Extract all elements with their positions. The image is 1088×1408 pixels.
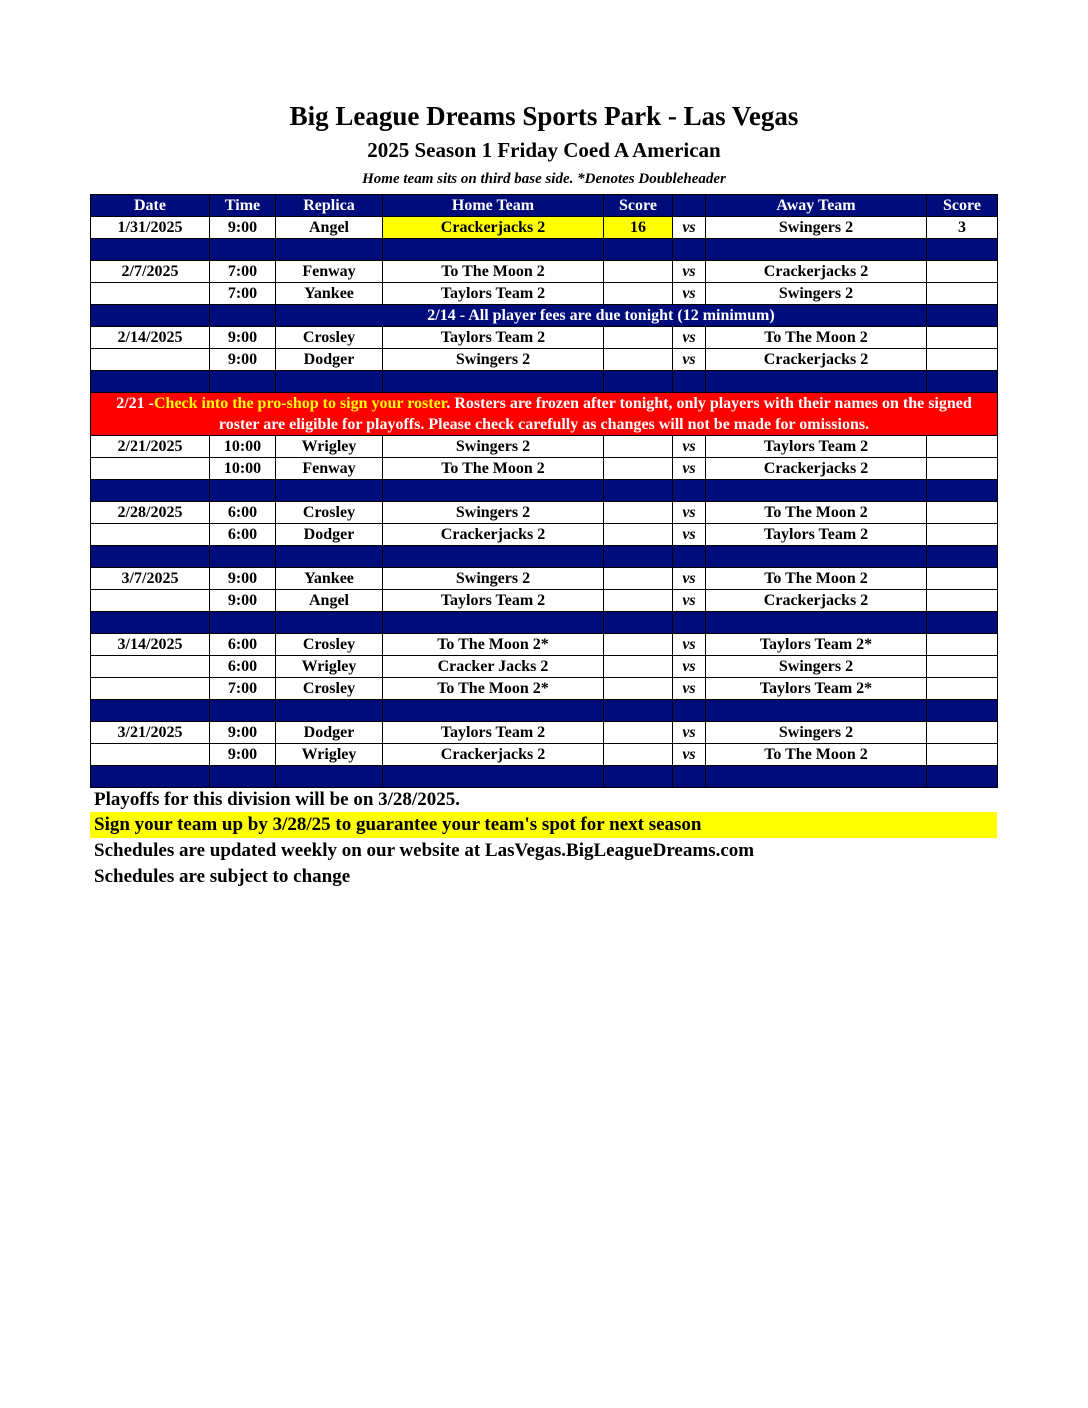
home-score [604, 678, 673, 700]
column-header-home-score: Score [604, 195, 673, 217]
away-team: Taylors Team 2 [706, 436, 927, 458]
vs-label: vs [673, 568, 706, 590]
spacer-cell [91, 612, 210, 634]
game-row [91, 283, 998, 305]
spacer-cell [604, 546, 673, 568]
game-row [91, 349, 998, 371]
vs-label: vs [673, 656, 706, 678]
game-time: 7:00 [210, 678, 276, 700]
announcement-row [91, 305, 998, 327]
home-team: To The Moon 2* [383, 634, 604, 656]
spacer-cell [276, 239, 383, 261]
game-time: 7:00 [210, 283, 276, 305]
spacer-cell [210, 700, 276, 722]
game-time: 6:00 [210, 656, 276, 678]
spacer-cell [673, 766, 706, 788]
away-team: Swingers 2 [706, 217, 927, 239]
spacer-cell [673, 371, 706, 393]
spacer-row [91, 612, 998, 634]
announcement-text: 2/14 - All player fees are due tonight (12 minimum) [276, 305, 927, 327]
spacer-row [91, 239, 998, 261]
column-header-away-score: Score [927, 195, 998, 217]
home-team: To The Moon 2* [383, 678, 604, 700]
away-score [927, 722, 998, 744]
spacer-cell [706, 239, 927, 261]
home-team: To The Moon 2 [383, 261, 604, 283]
spacer-row [91, 480, 998, 502]
home-score [604, 590, 673, 612]
game-date: 2/21/2025 [91, 436, 210, 458]
game-time: 9:00 [210, 744, 276, 766]
away-score [927, 502, 998, 524]
change-note: Schedules are subject to change [94, 866, 351, 887]
game-time: 9:00 [210, 327, 276, 349]
spacer-cell [673, 612, 706, 634]
alert-highlight: Check into the pro-shop to sign your roster [154, 395, 447, 412]
home-team: Swingers 2 [383, 568, 604, 590]
game-date: 3/21/2025 [91, 722, 210, 744]
schedule-table [90, 194, 998, 788]
away-team: To The Moon 2 [706, 502, 927, 524]
spacer-cell [383, 480, 604, 502]
spacer-cell [604, 480, 673, 502]
home-score [604, 436, 673, 458]
column-header-date: Date [91, 195, 210, 217]
spacer-cell [91, 480, 210, 502]
page-title: Big League Dreams Sports Park - Las Vegas [289, 101, 799, 131]
field-name: Wrigley [276, 744, 383, 766]
home-score [604, 744, 673, 766]
spacer-cell [210, 239, 276, 261]
game-date [91, 524, 210, 546]
alert-rest: . Rosters are frozen after tonight, only players with their names on the signed roster are eligible for playoffs. Please check carefully as changes will not be made for omissions. [218, 395, 972, 433]
home-score [604, 502, 673, 524]
game-date [91, 656, 210, 678]
home-score: 16 [604, 217, 673, 239]
game-row [91, 568, 998, 590]
field-name: Wrigley [276, 436, 383, 458]
game-date: 2/28/2025 [91, 502, 210, 524]
game-row [91, 656, 998, 678]
game-row [91, 436, 998, 458]
alert-text [91, 393, 998, 436]
game-date: 1/31/2025 [91, 217, 210, 239]
away-team: To The Moon 2 [706, 327, 927, 349]
away-team: Crackerjacks 2 [706, 590, 927, 612]
home-score [604, 524, 673, 546]
game-date: 3/14/2025 [91, 634, 210, 656]
spacer-cell [383, 766, 604, 788]
spacer-cell [927, 480, 998, 502]
vs-label: vs [673, 744, 706, 766]
vs-label: vs [673, 436, 706, 458]
home-team: Taylors Team 2 [383, 283, 604, 305]
away-team: Crackerjacks 2 [706, 261, 927, 283]
home-team: Swingers 2 [383, 349, 604, 371]
away-team: Swingers 2 [706, 283, 927, 305]
schedule-note: Home team sits on third base side. *Denotes Doubleheader [362, 171, 726, 187]
spacer-cell [276, 546, 383, 568]
field-name: Angel [276, 217, 383, 239]
vs-label: vs [673, 458, 706, 480]
away-team: Taylors Team 2* [706, 634, 927, 656]
field-name: Wrigley [276, 656, 383, 678]
field-name: Dodger [276, 349, 383, 371]
spacer-cell [927, 305, 998, 327]
spacer-cell [927, 239, 998, 261]
game-time: 9:00 [210, 217, 276, 239]
home-team: Crackerjacks 2 [383, 524, 604, 546]
field-name: Dodger [276, 722, 383, 744]
spacer-cell [673, 546, 706, 568]
away-team: Swingers 2 [706, 656, 927, 678]
home-score [604, 458, 673, 480]
away-team: Crackerjacks 2 [706, 349, 927, 371]
spacer-cell [383, 371, 604, 393]
spacer-cell [276, 700, 383, 722]
spacer-cell [673, 700, 706, 722]
game-time: 10:00 [210, 436, 276, 458]
field-name: Fenway [276, 261, 383, 283]
vs-label: vs [673, 502, 706, 524]
home-score [604, 568, 673, 590]
game-time: 9:00 [210, 568, 276, 590]
spacer-cell [210, 371, 276, 393]
field-name: Crosley [276, 678, 383, 700]
home-score [604, 722, 673, 744]
spacer-cell [276, 480, 383, 502]
away-score [927, 327, 998, 349]
away-score: 3 [927, 217, 998, 239]
vs-label: vs [673, 349, 706, 371]
vs-label: vs [673, 217, 706, 239]
spacer-cell [91, 700, 210, 722]
away-score [927, 458, 998, 480]
away-team: To The Moon 2 [706, 744, 927, 766]
field-name: Yankee [276, 568, 383, 590]
spacer-cell [927, 546, 998, 568]
field-name: Crosley [276, 327, 383, 349]
spacer-cell [276, 371, 383, 393]
spacer-cell [210, 305, 276, 327]
spacer-cell [604, 766, 673, 788]
signup-note: Sign your team up by 3/28/25 to guarantee your team's spot for next season [90, 812, 997, 838]
game-time: 9:00 [210, 349, 276, 371]
spacer-cell [706, 766, 927, 788]
spacer-cell [276, 766, 383, 788]
game-date [91, 283, 210, 305]
vs-label: vs [673, 327, 706, 349]
game-row [91, 502, 998, 524]
website-note: Schedules are updated weekly on our website at LasVegas.BigLeagueDreams.com [94, 840, 755, 861]
home-team: Crackerjacks 2 [383, 744, 604, 766]
table-header-row [91, 195, 998, 217]
field-name: Crosley [276, 634, 383, 656]
home-team: Crackerjacks 2 [383, 217, 604, 239]
spacer-cell [91, 766, 210, 788]
spacer-cell [91, 371, 210, 393]
game-row [91, 634, 998, 656]
column-header-home-team: Home Team [383, 195, 604, 217]
home-team: To The Moon 2 [383, 458, 604, 480]
home-score [604, 327, 673, 349]
spacer-cell [383, 239, 604, 261]
spacer-row [91, 700, 998, 722]
home-team: Swingers 2 [383, 436, 604, 458]
spacer-cell [673, 239, 706, 261]
away-score [927, 283, 998, 305]
game-row [91, 458, 998, 480]
home-team: Taylors Team 2 [383, 590, 604, 612]
game-row [91, 744, 998, 766]
column-header-away-team: Away Team [706, 195, 927, 217]
home-team: Swingers 2 [383, 502, 604, 524]
column-header-vs [673, 195, 706, 217]
vs-label: vs [673, 722, 706, 744]
vs-label: vs [673, 283, 706, 305]
spacer-cell [604, 239, 673, 261]
schedule-body [91, 217, 998, 788]
game-row [91, 524, 998, 546]
home-score [604, 349, 673, 371]
game-time: 6:00 [210, 502, 276, 524]
spacer-cell [91, 239, 210, 261]
game-row [91, 261, 998, 283]
away-score [927, 568, 998, 590]
game-date: 3/7/2025 [91, 568, 210, 590]
field-name: Yankee [276, 283, 383, 305]
spacer-cell [210, 766, 276, 788]
spacer-cell [91, 305, 210, 327]
home-team: Taylors Team 2 [383, 327, 604, 349]
away-team: To The Moon 2 [706, 568, 927, 590]
spacer-cell [604, 371, 673, 393]
vs-label: vs [673, 524, 706, 546]
game-date [91, 349, 210, 371]
away-team: Crackerjacks 2 [706, 458, 927, 480]
game-row [91, 678, 998, 700]
column-header-time: Time [210, 195, 276, 217]
away-score [927, 590, 998, 612]
game-row [91, 722, 998, 744]
game-row [91, 327, 998, 349]
spacer-cell [383, 612, 604, 634]
away-score [927, 436, 998, 458]
spacer-row [91, 766, 998, 788]
game-row [91, 590, 998, 612]
game-row [91, 217, 998, 239]
away-team: Taylors Team 2 [706, 524, 927, 546]
spacer-row [91, 371, 998, 393]
field-name: Angel [276, 590, 383, 612]
spacer-cell [927, 766, 998, 788]
spacer-cell [927, 700, 998, 722]
game-time: 7:00 [210, 261, 276, 283]
game-time: 10:00 [210, 458, 276, 480]
game-time: 9:00 [210, 722, 276, 744]
spacer-cell [210, 480, 276, 502]
game-date [91, 458, 210, 480]
spacer-cell [604, 612, 673, 634]
spacer-cell [91, 546, 210, 568]
game-date [91, 744, 210, 766]
away-score [927, 524, 998, 546]
away-score [927, 656, 998, 678]
away-score [927, 744, 998, 766]
spacer-cell [706, 612, 927, 634]
spacer-cell [706, 371, 927, 393]
home-score [604, 261, 673, 283]
home-score [604, 656, 673, 678]
vs-label: vs [673, 634, 706, 656]
spacer-cell [383, 700, 604, 722]
alert-prefix: 2/21 - [116, 395, 154, 412]
spacer-cell [210, 546, 276, 568]
spacer-cell [706, 546, 927, 568]
vs-label: vs [673, 590, 706, 612]
spacer-cell [706, 480, 927, 502]
vs-label: vs [673, 678, 706, 700]
away-score [927, 634, 998, 656]
playoffs-note: Playoffs for this division will be on 3/28/2025. [94, 789, 460, 810]
game-date [91, 678, 210, 700]
away-team: Swingers 2 [706, 722, 927, 744]
away-team: Taylors Team 2* [706, 678, 927, 700]
vs-label: vs [673, 261, 706, 283]
away-score [927, 261, 998, 283]
spacer-cell [673, 480, 706, 502]
game-date: 2/14/2025 [91, 327, 210, 349]
alert-row [91, 393, 998, 436]
field-name: Dodger [276, 524, 383, 546]
game-time: 6:00 [210, 634, 276, 656]
game-date [91, 590, 210, 612]
spacer-cell [383, 546, 604, 568]
page-subtitle: 2025 Season 1 Friday Coed A American [367, 138, 721, 162]
spacer-cell [276, 612, 383, 634]
away-score [927, 349, 998, 371]
field-name: Crosley [276, 502, 383, 524]
spacer-cell [604, 700, 673, 722]
home-team: Cracker Jacks 2 [383, 656, 604, 678]
home-score [604, 283, 673, 305]
spacer-cell [210, 612, 276, 634]
spacer-cell [706, 700, 927, 722]
game-time: 6:00 [210, 524, 276, 546]
spacer-cell [927, 612, 998, 634]
home-team: Taylors Team 2 [383, 722, 604, 744]
spacer-cell [927, 371, 998, 393]
column-header-replica: Replica [276, 195, 383, 217]
game-time: 9:00 [210, 590, 276, 612]
game-date: 2/7/2025 [91, 261, 210, 283]
field-name: Fenway [276, 458, 383, 480]
spacer-row [91, 546, 998, 568]
home-score [604, 634, 673, 656]
away-score [927, 678, 998, 700]
